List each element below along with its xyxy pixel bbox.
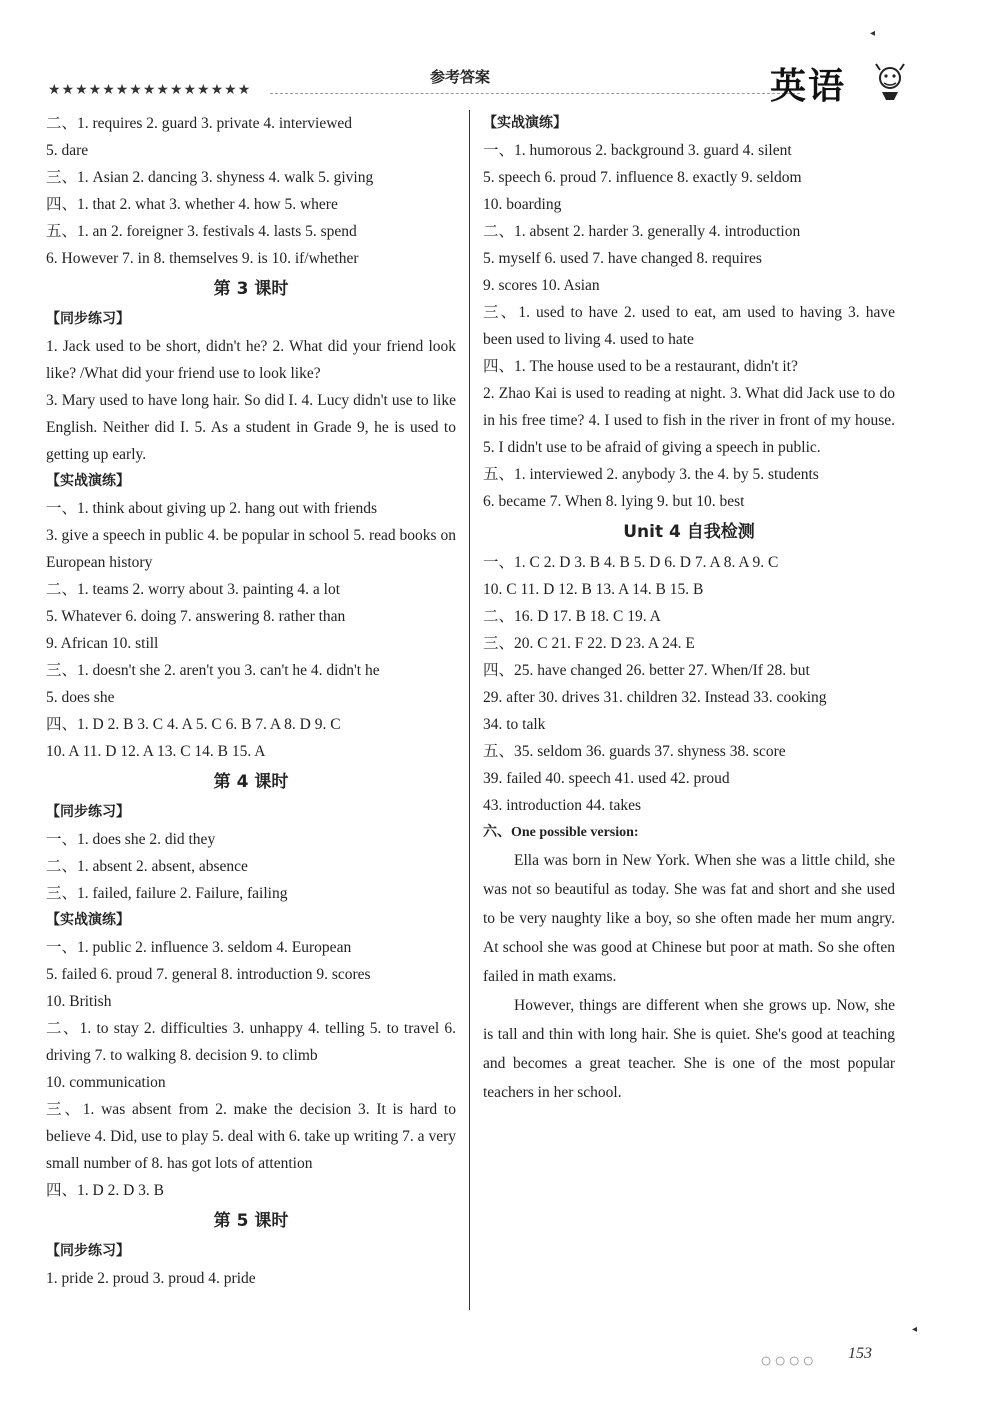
section-heading: 第 4 课时: [213, 772, 289, 792]
page-number: 153: [848, 1345, 872, 1362]
page-header: [40, 28, 970, 108]
answer-line: 三、1. Asian 2. dancing 3. shyness 4. walk 5. giving: [46, 169, 374, 186]
answer-line: 二、1. teams 2. worry about 3. painting 4. a lot: [46, 581, 341, 598]
answer-line: 一、1. does she 2. did they: [46, 831, 216, 848]
exercise-tag: 【同步练习】: [46, 804, 130, 820]
essay-label: 六、One possible version:: [483, 825, 639, 840]
exercise-tag: 【实战演练】: [46, 912, 130, 928]
section-heading: 第 3 课时: [213, 279, 289, 299]
answer-line: 5. failed 6. proud 7. general 8. introduction 9. scores: [46, 966, 371, 983]
answer-line: 一、1. humorous 2. background 3. guard 4. silent: [483, 142, 792, 159]
answer-line: 2. Zhao Kai is used to reading at night. 3. What did Jack use to do in his free time? 4. I used to fish in the river in front of my house. 5. I didn't use to be afraid of giving a speech in public.: [483, 385, 895, 456]
answer-line: 三、1. was absent from 2. make the decision 3. It is hard to believe 4. Did, use to play 5. deal with 6. take up writing 7. a very small number of 8. has got lots of attention: [46, 1101, 456, 1172]
answer-line: 10. A 11. D 12. A 13. C 14. B 15. A: [46, 743, 266, 760]
section-heading: 第 5 课时: [213, 1211, 289, 1231]
answer-line: 5. does she: [46, 689, 115, 706]
essay-paragraph: Ella was born in New York. When she was a little child, she was not so beautiful as today. She was fat and short and she used to be very naughty like a boy, so she often made her mum angry. At school she was good at Chinese but poor at math. So she often failed in math exams.: [483, 852, 895, 985]
answer-line: 6. However 7. in 8. themselves 9. is 10. if/whether: [46, 250, 359, 267]
answer-line: 34. to talk: [483, 716, 546, 733]
answer-line: 5. speech 6. proud 7. influence 8. exactly 9. seldom: [483, 169, 802, 186]
answer-line: 10. British: [46, 993, 112, 1010]
subject-logo: 英语: [770, 66, 847, 107]
answer-line: 二、1. requires 2. guard 3. private 4. interviewed: [46, 115, 353, 132]
answer-line: 5. Whatever 6. doing 7. answering 8. rather than: [46, 608, 346, 625]
answer-line: 二、1. absent 2. absent, absence: [46, 858, 248, 875]
answer-line: 5. myself 6. used 7. have changed 8. requires: [483, 250, 762, 267]
right-column: [483, 110, 895, 1107]
answer-line: 五、1. an 2. foreigner 3. festivals 4. lasts 5. spend: [46, 223, 357, 240]
exercise-tag: 【同步练习】: [46, 1243, 130, 1259]
answer-line: 四、25. have changed 26. better 27. When/If 28. but: [483, 662, 810, 679]
answer-line: 一、1. public 2. influence 3. seldom 4. European: [46, 939, 352, 956]
answer-line: 1. Jack used to be short, didn't he? 2. What did your friend look like? /What did your friend use to look like?: [46, 338, 456, 382]
answer-line: 四、1. that 2. what 3. whether 4. how 5. where: [46, 196, 338, 213]
answer-line: 三、1. failed, failure 2. Failure, failing: [46, 885, 288, 902]
answer-line: 三、1. used to have 2. used to eat, am used to having 3. have been used to living 4. used to hate: [483, 304, 895, 348]
exercise-tag: 【实战演练】: [46, 473, 130, 489]
answer-line: 10. boarding: [483, 196, 562, 213]
answer-line: 二、1. absent 2. harder 3. generally 4. introduction: [483, 223, 801, 240]
header-title: 参考答案: [430, 68, 491, 86]
essay-paragraph: However, things are different when she grows up. Now, she is tall and thin with long hair. She is quiet. She's good at teaching and becomes a great teacher. She is one of the most popular teachers in her school.: [483, 997, 895, 1101]
column-divider: [469, 110, 470, 1310]
answer-line: 3. give a speech in public 4. be popular in school 5. read books on European history: [46, 527, 456, 571]
answer-line: 1. pride 2. proud 3. proud 4. pride: [46, 1270, 256, 1287]
answer-line: 三、1. doesn't she 2. aren't you 3. can't he 4. didn't he: [46, 662, 380, 679]
answer-line: 9. African 10. still: [46, 635, 159, 652]
answer-line: 10. communication: [46, 1074, 166, 1091]
answer-line: 二、16. D 17. B 18. C 19. A: [483, 608, 661, 625]
answer-line: 五、35. seldom 36. guards 37. shyness 38. score: [483, 743, 786, 760]
exercise-tag: 【同步练习】: [46, 311, 130, 327]
answer-line: 9. scores 10. Asian: [483, 277, 600, 294]
answer-line: 五、1. interviewed 2. anybody 3. the 4. by 5. students: [483, 466, 819, 483]
answer-line: 一、1. C 2. D 3. B 4. B 5. D 6. D 7. A 8. A 9. C: [483, 554, 779, 571]
header-divider: [270, 93, 800, 94]
left-column: [46, 110, 456, 1292]
answer-line: 二、1. to stay 2. difficulties 3. unhappy 4. telling 5. to travel 6. driving 7. to walking 8. decision 9. to climb: [46, 1020, 456, 1064]
section-heading: Unit 4 自我检测: [623, 522, 755, 542]
answer-line: 10. C 11. D 12. B 13. A 14. B 15. B: [483, 581, 704, 598]
corner-arrow-icon: ◂: [870, 28, 876, 39]
answer-line: 四、1. D 2. D 3. B: [46, 1182, 164, 1199]
answer-line: 3. Mary used to have long hair. So did I. 4. Lucy didn't use to like English. Neither did I. 5. As a student in Grade 9, he is used to getting up early.: [46, 392, 456, 463]
star-rule: ★★★★★★★★★★★★★★★: [48, 82, 252, 98]
answer-line: 一、1. think about giving up 2. hang out with friends: [46, 500, 378, 517]
answer-line: 5. dare: [46, 142, 89, 159]
exercise-tag: 【实战演练】: [483, 115, 567, 131]
answer-line: 6. became 7. When 8. lying 9. but 10. best: [483, 493, 745, 510]
answer-line: 四、1. D 2. B 3. C 4. A 5. C 6. B 7. A 8. D 9. C: [46, 716, 341, 733]
answer-line: 39. failed 40. speech 41. used 42. proud: [483, 770, 730, 787]
cartoon-mascot-icon: [868, 62, 912, 102]
corner-arrow-icon: ◂: [912, 1324, 918, 1335]
answer-line: 三、20. C 21. F 22. D 23. A 24. E: [483, 635, 695, 652]
answer-line: 29. after 30. drives 31. children 32. Instead 33. cooking: [483, 689, 827, 706]
answer-line: 四、1. The house used to be a restaurant, didn't it?: [483, 358, 798, 375]
answer-line: 43. introduction 44. takes: [483, 797, 641, 814]
decorative-circles: ○○○○: [760, 1350, 817, 1372]
